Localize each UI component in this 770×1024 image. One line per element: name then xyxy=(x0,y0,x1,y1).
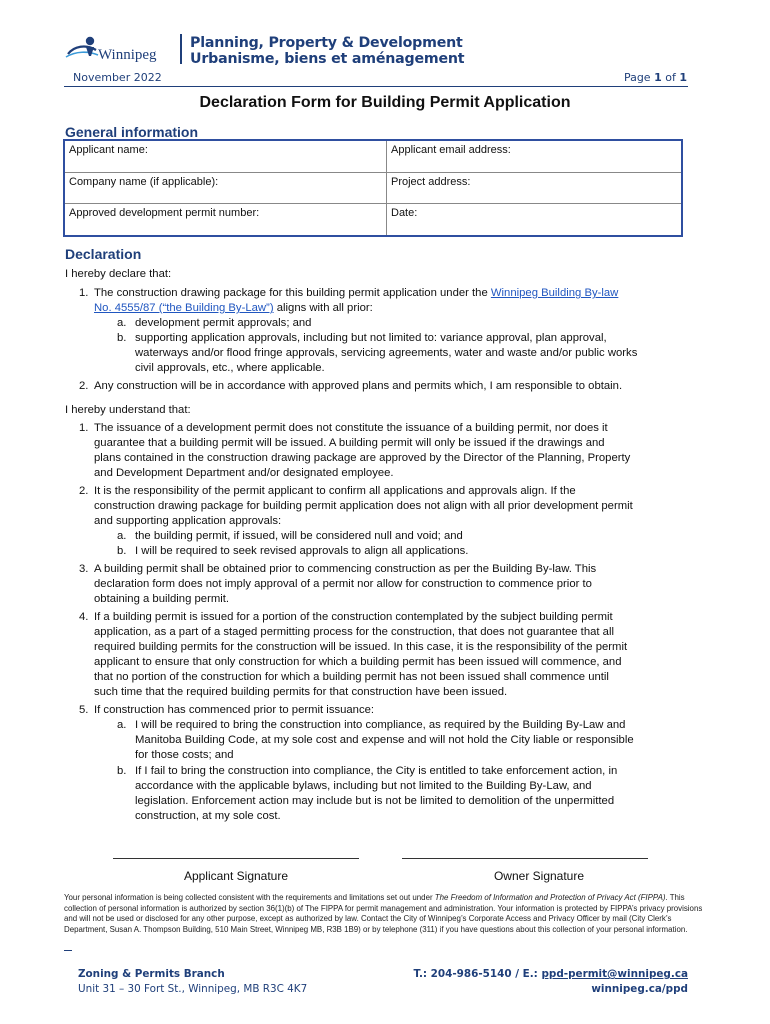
understand-item-4-line: that no portion of the construction for which a building permit has not been issued shall commence until xyxy=(94,671,609,683)
footer-website[interactable]: winnipeg.ca/ppd xyxy=(591,983,688,995)
list-marker: 1. xyxy=(79,287,89,299)
department-name-french: Urbanisme, biens et aménagement xyxy=(190,51,465,67)
understand-item-4-line: such time that the required building permits for that construction have been issued. xyxy=(94,686,508,698)
date-label: Date: xyxy=(391,207,418,219)
applicant-name-field[interactable] xyxy=(65,141,386,172)
building-bylaw-link[interactable]: Winnipeg Building By-law xyxy=(490,287,619,299)
understand-item-4-line: application, as a part of a staged permitting process for the construction, that does not guarantee that all xyxy=(94,626,614,638)
understand-item-4-line: applicant to ensure that only construction for which a building permit has been issued will commence, and xyxy=(94,656,622,668)
building-bylaw-link-cont[interactable]: No. 4555/87 (“the Building By-Law”) xyxy=(94,302,274,314)
declare-item-1-cont xyxy=(94,301,373,316)
page-title: Declaration Form for Building Permit Application xyxy=(199,94,571,111)
page-total: 1 xyxy=(679,71,687,84)
page-of: of xyxy=(665,71,676,84)
declare-item-2: Any construction will be in accordance with approved plans and permits which, I am responsible to obtain. xyxy=(94,380,623,392)
privacy-notice-text-cont: . This collection of personal information is authorized by section 36(1)(b) of The FIPPA for permit management and administration. Your information is protected by FIPPA’s privacy provisions and will not be used or disclosed for any other purpose, except as authorized by law. Contact the City of Winnipeg’s Corporate Access and Privacy Officer by mail (City Clerk’s Department, Susan A. Thompson Building, 510 Main Street, Winnipeg MB, R3B 1B9) or by telephone (311) if you have questions about this collection of your personal information. xyxy=(64,893,703,935)
page-current: 1 xyxy=(654,71,662,84)
declare-item-1-text: The construction drawing package for this building permit application under the xyxy=(94,287,491,299)
list-marker: 3. xyxy=(79,563,89,575)
understand-item-5-sub-b-line: accordance with the applicable bylaws, including but not limited to the Building By-Law, and xyxy=(135,780,592,792)
understand-item-5-sub-b-line: construction, at my sole cost. xyxy=(135,810,281,822)
understand-item-1-line: plans contained in the construction drawing package are approved by the Director of the Planning, Property xyxy=(94,452,631,464)
list-marker: 2. xyxy=(79,485,89,497)
declare-sub-b-line: supporting application approvals, including but not limited to: variance approval, plan approval, xyxy=(135,332,607,344)
city-of-winnipeg-logo xyxy=(64,30,174,68)
department-name-english: Planning, Property & Development xyxy=(190,35,463,51)
list-marker: 4. xyxy=(79,611,89,623)
owner-signature-line[interactable] xyxy=(402,858,648,859)
project-address-label: Project address: xyxy=(391,176,471,188)
header-rule xyxy=(64,86,688,87)
general-information-table xyxy=(63,139,683,237)
applicant-signature-label: Applicant Signature xyxy=(183,869,289,883)
privacy-notice-text: Your personal information is being collected consistent with the requirements and limitations set out under xyxy=(64,893,435,902)
understand-item-5-sub-a-line: Manitoba Building Code, at my sole cost and expense and will not hold the City liable or responsible xyxy=(135,734,634,746)
understand-item-5-sub-a-line: for those costs; and xyxy=(135,749,234,761)
development-permit-number-label: Approved development permit number: xyxy=(69,207,260,219)
applicant-email-label: Applicant email address: xyxy=(391,144,511,156)
understand-item-1-line: guarantee that a building permit will be issued. A building permit will only be issued if the drawings and xyxy=(94,437,605,449)
development-permit-number-field[interactable] xyxy=(65,204,386,235)
page-label: Page xyxy=(623,71,651,84)
company-name-label: Company name (if applicable): xyxy=(69,176,219,188)
list-marker: a. xyxy=(117,530,127,542)
project-address-field[interactable] xyxy=(387,173,681,203)
date-field[interactable] xyxy=(387,204,681,235)
declare-sub-b-line: waterways and/or flood fringe approvals, servicing agreements, water and waste and/or public works xyxy=(135,347,638,359)
privacy-notice xyxy=(64,893,709,936)
understand-sub-a: the building permit, if issued, will be considered null and void; and xyxy=(135,530,463,542)
list-marker: a. xyxy=(117,317,127,329)
owner-signature-label: Owner Signature xyxy=(493,869,585,883)
applicant-signature-line[interactable] xyxy=(113,858,359,859)
list-marker: 1. xyxy=(79,422,89,434)
understand-item-5-sub-b-line: legislation. Enforcement action may include but is not be limited to demolition of the unpermitted xyxy=(135,795,615,807)
footer-branch: Zoning & Permits Branch xyxy=(78,968,225,980)
logo-wordmark: Winnipeg xyxy=(98,47,157,63)
fippa-act-name: The Freedom of Information and Protection of Privacy Act (FIPPA) xyxy=(434,893,666,902)
footer-address: Unit 31 – 30 Fort St., Winnipeg, MB R3C 4K7 xyxy=(78,983,308,995)
footer-dash xyxy=(64,950,72,951)
declare-item-1-tail: aligns with all prior: xyxy=(273,302,373,314)
footer-contact xyxy=(413,968,688,980)
understand-item-3-line: obtaining a building permit. xyxy=(94,593,230,605)
applicant-name-label: Applicant name: xyxy=(69,144,148,156)
company-name-field[interactable] xyxy=(65,173,386,203)
applicant-email-field[interactable] xyxy=(387,141,681,172)
understand-item-5-sub-a-line: I will be required to bring the construction into compliance, as required by the Building By-Law and xyxy=(135,719,626,731)
declare-item-1 xyxy=(94,286,618,301)
understand-item-4-line: required building permits for the construction will be issued. In this case, it is the responsibility of the permit xyxy=(94,641,628,653)
list-marker: 2. xyxy=(79,380,89,392)
understand-item-2-line: construction drawing package for building permit application does not align with all prior development permit xyxy=(94,500,633,512)
understand-item-5-sub-b-line: If I fail to bring the construction into compliance, the City is entitled to take enforcement action, in xyxy=(135,765,618,777)
understand-sub-b: I will be required to seek revised approvals to align all applications. xyxy=(135,545,469,557)
understand-item-3-line: declaration form does not imply approval of a permit nor allow for construction to commence prior to xyxy=(94,578,592,590)
list-marker: b. xyxy=(117,765,127,777)
declare-sub-b-line: civil approvals, etc., where applicable. xyxy=(135,362,325,374)
list-marker: 5. xyxy=(79,704,89,716)
page-number xyxy=(624,71,687,84)
understand-item-4-line: If a building permit is issued for a portion of the construction contemplated by the subject building permit xyxy=(94,611,613,623)
winnipeg-logo-icon xyxy=(64,30,174,68)
header-divider xyxy=(180,34,182,64)
understand-item-1-line: The issuance of a development permit does not constitute the issuance of a building permit, nor does it xyxy=(94,422,608,434)
understand-item-2-line: It is the responsibility of the permit applicant to confirm all applications and approvals align. If the xyxy=(94,485,576,497)
document-date: November 2022 xyxy=(73,71,162,84)
declare-intro: I hereby declare that: xyxy=(65,268,172,280)
declaration-heading: Declaration xyxy=(65,246,142,262)
understand-item-1-line: and Development Department and/or designated employee. xyxy=(94,467,394,479)
general-information-heading: General information xyxy=(65,124,199,140)
list-marker: b. xyxy=(117,332,127,344)
understand-item-5-line: If construction has commenced prior to permit issuance: xyxy=(94,704,375,716)
list-marker: b. xyxy=(117,545,127,557)
understand-item-3-line: A building permit shall be obtained prior to commencing construction as per the Building By-law. This xyxy=(94,563,597,575)
footer-email-link[interactable]: ppd-permit@winnipeg.ca xyxy=(541,968,688,980)
understand-item-2-line: and supporting application approvals: xyxy=(94,515,282,527)
list-marker: a. xyxy=(117,719,127,731)
footer-phone: T.: 204-986-5140 / E.: xyxy=(413,968,542,980)
understand-intro: I hereby understand that: xyxy=(65,404,191,416)
declare-sub-a: development permit approvals; and xyxy=(135,317,312,329)
